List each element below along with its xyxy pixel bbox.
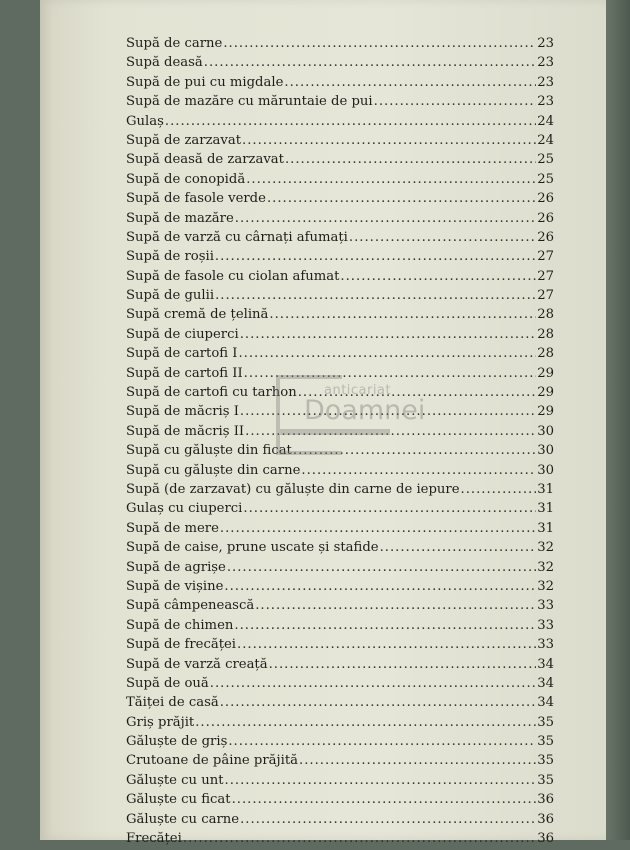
toc-entry [126,172,554,191]
toc-entry [126,288,554,307]
toc-entry-title: Supă de varză cu cârnați afumați [126,229,348,245]
toc-entry [126,676,554,695]
toc-entry-title: Supă de carne [126,36,223,51]
watermark-big-text: Doamnei [304,395,426,426]
toc-entry-page: 29 [537,365,554,381]
toc-leader-dots [237,637,536,652]
toc-entry-page: 30 [537,462,554,478]
toc-entry-title: Supă de fasole verde [126,191,266,207]
watermark-small-text: anticariat [324,383,392,398]
toc-entry [126,133,554,152]
toc-entry [126,307,554,326]
toc-leader-dots [223,36,536,51]
toc-entry-page: 29 [537,404,554,420]
toc-entry-page: 35 [537,714,554,730]
toc-entry-page: 23 [537,55,554,71]
toc-entry [126,424,554,443]
toc-leader-dots [267,191,536,206]
toc-entry-page: 25 [537,152,554,168]
toc-entry-title: Supă de roșii [126,249,214,265]
toc-entry-page: 26 [537,191,554,207]
toc-leader-dots [246,172,536,187]
toc-entry [126,114,554,133]
toc-entry [126,695,554,714]
toc-entry [126,618,554,637]
toc-entry [126,831,554,850]
toc-leader-dots [225,773,537,788]
toc-entry-page: 31 [537,501,554,517]
toc-entry-page: 33 [537,637,554,653]
toc-leader-dots [195,715,536,730]
toc-entry [126,501,554,520]
toc-entry [126,230,554,249]
toc-entry-page: 24 [537,132,554,148]
toc-entry [126,734,554,753]
toc-entry-title: Supă de frecăței [126,637,237,653]
toc-entry-page: 25 [537,171,554,187]
toc-entry [126,346,554,365]
toc-entry-page: 23 [537,36,554,51]
toc-entry-title: Supă de cartofi cu tarhon [126,385,297,401]
toc-leader-dots [242,133,536,148]
toc-entry-page: 33 [537,617,554,633]
toc-entry [126,191,554,210]
toc-leader-dots [240,404,536,419]
toc-entry-page: 36 [537,811,554,827]
toc-leader-dots [240,812,536,827]
toc-entry-page: 32 [537,578,554,594]
toc-entry-page: 30 [537,423,554,439]
toc-leader-dots [210,676,536,691]
toc-entry-title: Supă de mazăre cu măruntaie de pui [126,94,373,110]
toc-entry-title: Supă de ouă [126,675,209,691]
toc-entry [126,753,554,772]
toc-entry [126,792,554,811]
toc-entry [126,560,554,579]
toc-leader-dots [298,385,537,400]
page-edge-shadow [606,0,630,840]
toc-entry [126,404,554,423]
toc-entry-page: 24 [537,113,554,129]
toc-entry [126,463,554,482]
toc-entry-title: Supă de gulii [126,288,215,304]
toc-leader-dots [183,831,536,846]
toc-entry-page: 30 [537,443,554,459]
toc-entry-page: 26 [537,210,554,226]
toc-entry-title: Supă de cartofi II [126,365,243,381]
toc-leader-dots [227,560,536,575]
toc-entry-page: 28 [537,307,554,323]
toc-entry-title: Supă de ciuperci [126,326,239,342]
toc-entry [126,579,554,598]
toc-entry-page: 27 [537,268,554,284]
toc-entry-page: 36 [537,831,554,847]
toc-entry [126,269,554,288]
toc-leader-dots [232,792,537,807]
toc-entry [126,715,554,734]
toc-leader-dots [238,346,536,361]
toc-entry-title: Supă de măcriș I [126,404,239,420]
toc-leader-dots [293,443,536,458]
toc-leader-dots [285,152,536,167]
table-of-contents [126,36,554,850]
toc-entry-title: Tăiței de casă [126,695,219,711]
toc-leader-dots [349,230,536,245]
toc-entry [126,366,554,385]
toc-entry-page: 27 [537,288,554,304]
toc-entry-page: 26 [537,229,554,245]
toc-leader-dots [269,307,536,322]
toc-entry [126,637,554,656]
toc-leader-dots [215,249,536,264]
toc-entry-page: 27 [537,249,554,265]
toc-entry-title: Supă de mere [126,520,219,536]
toc-entry-title: Supă deasă de zarzavat [126,152,284,168]
toc-entry-page: 31 [537,481,554,497]
toc-entry-title: Crutoane de pâine prăjită [126,753,299,769]
toc-leader-dots [204,55,536,70]
toc-leader-dots [340,269,536,284]
toc-entry [126,443,554,462]
toc-entry-page: 23 [537,74,554,90]
toc-entry [126,657,554,676]
toc-leader-dots [269,657,537,672]
toc-entry [126,540,554,559]
toc-entry-title: Supă de caise, prune uscate și stafide [126,540,379,556]
toc-entry-title: Supă cu găluște din ficat [126,443,292,459]
toc-entry-title: Supă de măcriș II [126,423,245,439]
toc-leader-dots [299,753,536,768]
toc-leader-dots [244,366,537,381]
toc-leader-dots [374,94,537,109]
toc-leader-dots [301,463,536,478]
book-page [40,0,608,847]
toc-entry-page: 35 [537,753,554,769]
toc-leader-dots [165,114,536,129]
toc-leader-dots [228,734,536,749]
toc-leader-dots [461,482,537,497]
toc-entry [126,36,554,55]
toc-entry-title: Găluște cu carne [126,811,240,827]
toc-entry-page: 32 [537,540,554,556]
toc-leader-dots [380,540,537,555]
toc-entry-title: Frecăței [126,831,182,847]
toc-leader-dots [243,501,536,516]
toc-leader-dots [235,211,536,226]
toc-entry-title: Supă de chimen [126,617,234,633]
toc-leader-dots [234,618,536,633]
toc-entry-page: 36 [537,792,554,808]
toc-entry-title: Supă deasă [126,55,203,71]
toc-leader-dots [245,424,536,439]
toc-entry [126,249,554,268]
toc-entry-title: Gulaș [126,113,164,129]
toc-entry-title: Găluște cu unt [126,772,224,788]
toc-entry-title: Supă de conopidă [126,171,246,187]
toc-leader-dots [284,75,536,90]
toc-entry-page: 33 [537,598,554,614]
toc-entry [126,598,554,617]
toc-entry-title: Supă de agrișe [126,559,226,575]
toc-leader-dots [255,598,536,613]
toc-entry [126,521,554,540]
toc-leader-dots [224,579,536,594]
toc-entry-page: 23 [537,94,554,110]
toc-leader-dots [220,521,536,536]
toc-leader-dots [215,288,536,303]
toc-entry [126,812,554,831]
toc-leader-dots [220,695,537,710]
toc-entry-page: 34 [537,675,554,691]
toc-entry-title: Supă (de zarzavat) cu găluște din carne de iepure [126,481,460,497]
toc-entry-title: Supă de mazăre [126,210,234,226]
toc-entry-title: Supă de fasole cu ciolan afumat [126,268,340,284]
toc-entry [126,152,554,171]
toc-entry-title: Griș prăjit [126,714,195,730]
toc-entry-title: Gulaș cu ciuperci [126,501,243,517]
toc-entry-title: Supă cu găluște din carne [126,462,301,478]
toc-entry-page: 34 [537,695,554,711]
toc-entry-page: 28 [537,346,554,362]
toc-entry-title: Găluște de griș [126,734,228,750]
toc-entry [126,75,554,94]
toc-entry-title: Supă de cartofi I [126,346,238,362]
toc-entry-title: Supă câmpenească [126,598,255,614]
toc-entry-title: Supă de pui cu migdale [126,74,284,90]
toc-entry-title: Supă de zarzavat [126,132,241,148]
toc-entry [126,773,554,792]
toc-entry-title: Supă de varză creață [126,656,268,672]
toc-entry [126,482,554,501]
toc-entry-page: 35 [537,734,554,750]
toc-entry-page: 31 [537,520,554,536]
toc-entry-title: Găluște cu ficat [126,792,231,808]
toc-entry-page: 29 [537,385,554,401]
toc-entry-page: 32 [537,559,554,575]
toc-entry-page: 28 [537,326,554,342]
toc-entry [126,211,554,230]
toc-entry-title: Supă de vișine [126,578,224,594]
toc-entry [126,55,554,74]
toc-entry [126,327,554,346]
toc-entry-page: 35 [537,772,554,788]
toc-entry [126,94,554,113]
toc-entry-title: Supă cremă de țelină [126,307,269,323]
toc-leader-dots [240,327,537,342]
toc-entry-page: 34 [537,656,554,672]
toc-entry [126,385,554,404]
